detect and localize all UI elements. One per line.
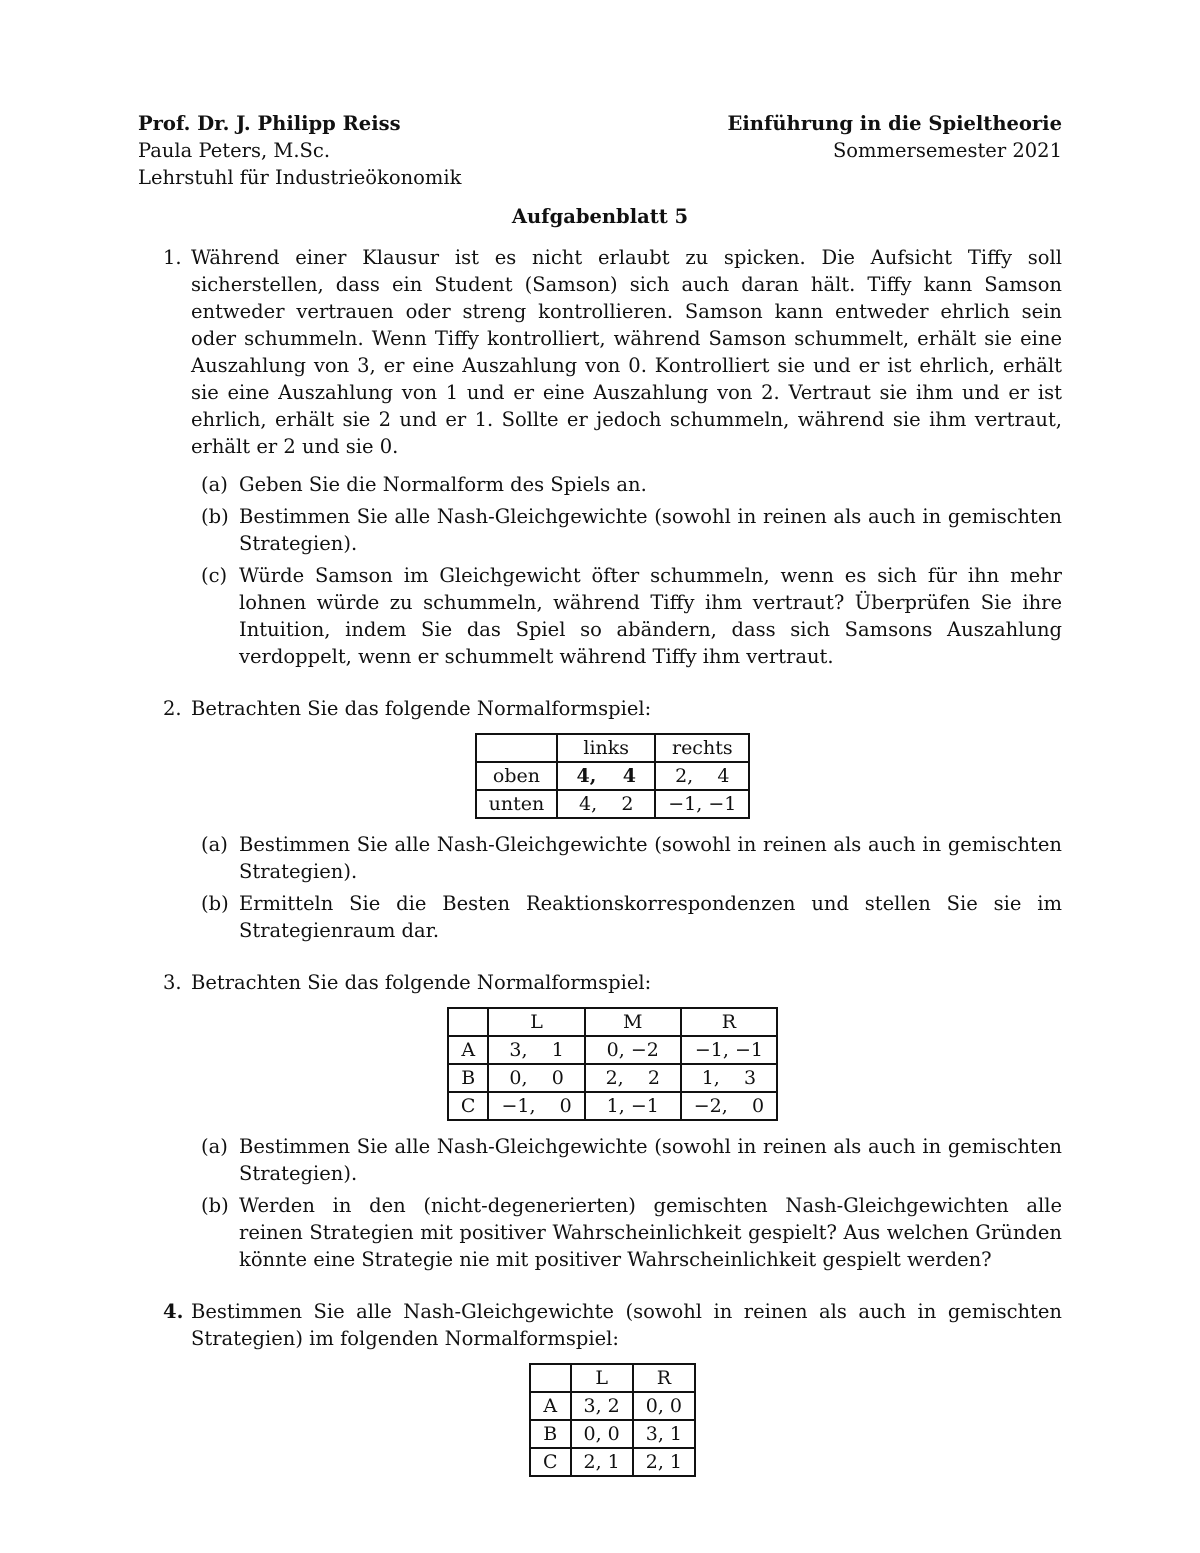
table-row	[530, 1448, 695, 1476]
table-row	[448, 1092, 777, 1120]
problem-3	[163, 969, 1062, 996]
subpart-a	[201, 831, 1062, 885]
row-label-cell: oben	[476, 762, 558, 790]
subpart-text: Bestimmen Sie alle Nash-Gleichgewichte (sowohl in reinen als auch in gemischten Strategien).	[239, 505, 1062, 555]
payoff-cell: −1, 0	[488, 1092, 584, 1120]
problem-2	[163, 695, 1062, 722]
table-header-row	[448, 1008, 777, 1036]
table-header-cell	[448, 1008, 489, 1036]
table-header-cell	[476, 734, 558, 762]
subpart-label: (a)	[201, 1135, 228, 1158]
table-row	[530, 1392, 695, 1420]
payoff-cell: 0, 0	[488, 1064, 584, 1092]
subpart-text: Bestimmen Sie alle Nash-Gleichgewichte (sowohl in reinen als auch in gemischten Strategien).	[239, 833, 1062, 883]
payoff-cell: 4, 2	[557, 790, 655, 818]
table-header-cell: L	[488, 1008, 584, 1036]
table-header-cell: L	[571, 1364, 633, 1392]
payoff-cell: 0, −2	[585, 1036, 681, 1064]
subpart-text: Werden in den (nicht-degenerierten) gemischten Nash-Gleichgewichten alle reinen Strategien mit positiver Wahrscheinlichkeit gespielt? Aus welchen Gründen könnte eine Strategie nie mit positiver Wahrscheinlichkeit gespielt werden?	[239, 1194, 1062, 1271]
subpart-text: Bestimmen Sie alle Nash-Gleichgewichte (sowohl in reinen als auch in gemischten Strategien).	[239, 1135, 1062, 1185]
subpart-a	[201, 1133, 1062, 1187]
payoff-cell: 3, 1	[633, 1420, 695, 1448]
row-label-cell: C	[448, 1092, 489, 1120]
problem-3-subparts	[163, 1133, 1062, 1273]
table-header-cell: M	[585, 1008, 681, 1036]
payoff-table-wrapper	[163, 1007, 1062, 1121]
subpart-b	[201, 503, 1062, 557]
problem-number: 2.	[163, 697, 182, 720]
payoff-cell: 4, 4	[557, 762, 655, 790]
payoff-table-wrapper	[163, 733, 1062, 819]
payoff-table-3	[447, 1007, 778, 1121]
subpart-text: Geben Sie die Normalform des Spiels an.	[239, 473, 647, 496]
problem-text: Während einer Klausur ist es nicht erlaubt zu spicken. Die Aufsicht Tiffy soll sicherstellen, dass ein Student (Samson) sich auch daran hält. Tiffy kann Samson entweder vertrauen oder streng kontrollieren. Samson kann entweder ehrlich sein oder schummeln. Wenn Tiffy kontrolliert, während Samson schummelt, erhält sie eine Auszahlung von 3, er eine Auszahlung von 0. Kontrolliert sie und er ist ehrlich, erhält sie eine Auszahlung von 1 und er eine Auszahlung von 2. Vertraut sie ihm und er ist ehrlich, erhält sie 2 und er 1. Sollte er jedoch schummeln, während sie ihm vertraut, erhält er 2 und sie 0.	[191, 246, 1062, 458]
subpart-list	[201, 1133, 1062, 1273]
problem-list	[163, 244, 1062, 1489]
table-header-row	[530, 1364, 695, 1392]
payoff-cell: 1, 3	[681, 1064, 777, 1092]
problem-4	[163, 1298, 1062, 1352]
payoff-cell: 1, −1	[585, 1092, 681, 1120]
table-header-cell: R	[681, 1008, 777, 1036]
sheet-title: Aufgabenblatt 5	[511, 205, 689, 228]
course-title: Einführung in die Spieltheorie	[727, 112, 1062, 135]
subpart-text: Würde Samson im Gleichgewicht öfter schummeln, wenn es sich für ihn mehr lohnen würde zu schummeln, während Tiffy ihm vertraut? Überprüfen Sie ihre Intuition, indem Sie das Spiel so abändern, dass sich Samsons Auszahlung verdoppelt, wenn er schummelt während Tiffy ihm vertraut.	[239, 564, 1062, 668]
subpart-label: (a)	[201, 473, 228, 496]
subpart-label: (b)	[201, 892, 229, 915]
table-row	[476, 790, 750, 818]
payoff-cell: 2, 4	[655, 762, 749, 790]
subpart-text: Ermitteln Sie die Besten Reaktionskorrespondenzen und stellen Sie sie im Strategienraum dar.	[239, 892, 1062, 942]
payoff-cell: 2, 2	[585, 1064, 681, 1092]
subpart-label: (b)	[201, 1194, 229, 1217]
subpart-label: (a)	[201, 833, 228, 856]
payoff-cell: 2, 1	[633, 1448, 695, 1476]
payoff-cell: −2, 0	[681, 1092, 777, 1120]
problem-number: 1.	[163, 246, 182, 269]
payoff-cell: −1, −1	[655, 790, 749, 818]
row-label-cell: A	[448, 1036, 489, 1064]
payoff-cell: −1, −1	[681, 1036, 777, 1064]
payoff-table-4	[529, 1363, 696, 1477]
table-row	[448, 1064, 777, 1092]
row-label-cell: A	[530, 1392, 571, 1420]
subpart-b	[201, 890, 1062, 944]
payoff-cell: 2, 1	[571, 1448, 633, 1476]
professor-name: Prof. Dr. J. Philipp Reiss	[138, 112, 401, 135]
subpart-b	[201, 1192, 1062, 1273]
row-label-cell: B	[448, 1064, 489, 1092]
chair-name: Lehrstuhl für Industrieökonomik	[138, 166, 462, 189]
subpart-label: (b)	[201, 505, 229, 528]
table-row	[448, 1036, 777, 1064]
payoff-table-wrapper	[163, 1363, 1062, 1477]
problem-text: Betrachten Sie das folgende Normalformspiel:	[191, 697, 652, 720]
table-header-row	[476, 734, 750, 762]
assistant-name: Paula Peters, M.Sc.	[138, 139, 331, 162]
subpart-list	[201, 471, 1062, 670]
table-header-cell: rechts	[655, 734, 749, 762]
problem-2-subparts	[163, 831, 1062, 944]
payoff-cell: 3, 1	[488, 1036, 584, 1064]
table-header-cell	[530, 1364, 571, 1392]
table-row	[476, 762, 750, 790]
problem-number: 3.	[163, 971, 182, 994]
subpart-list	[201, 831, 1062, 944]
subpart-a	[201, 471, 1062, 498]
payoff-cell: 0, 0	[571, 1420, 633, 1448]
problem-text: Bestimmen Sie alle Nash-Gleichgewichte (sowohl in reinen als auch in gemischten Strategien) im folgenden Normalformspiel:	[191, 1300, 1062, 1350]
table-row	[530, 1420, 695, 1448]
payoff-cell: 3, 2	[571, 1392, 633, 1420]
row-label-cell: B	[530, 1420, 571, 1448]
document-header	[138, 110, 1062, 191]
table-header-cell: links	[557, 734, 655, 762]
problem-text: Betrachten Sie das folgende Normalformspiel:	[191, 971, 652, 994]
row-label-cell: unten	[476, 790, 558, 818]
payoff-table-2	[475, 733, 751, 819]
table-header-cell: R	[633, 1364, 695, 1392]
payoff-cell: 0, 0	[633, 1392, 695, 1420]
subpart-c	[201, 562, 1062, 670]
subpart-label: (c)	[201, 564, 228, 587]
row-label-cell: C	[530, 1448, 571, 1476]
semester: Sommersemester 2021	[832, 139, 1062, 162]
problem-1	[163, 244, 1062, 670]
problem-number: 4.	[163, 1300, 184, 1323]
